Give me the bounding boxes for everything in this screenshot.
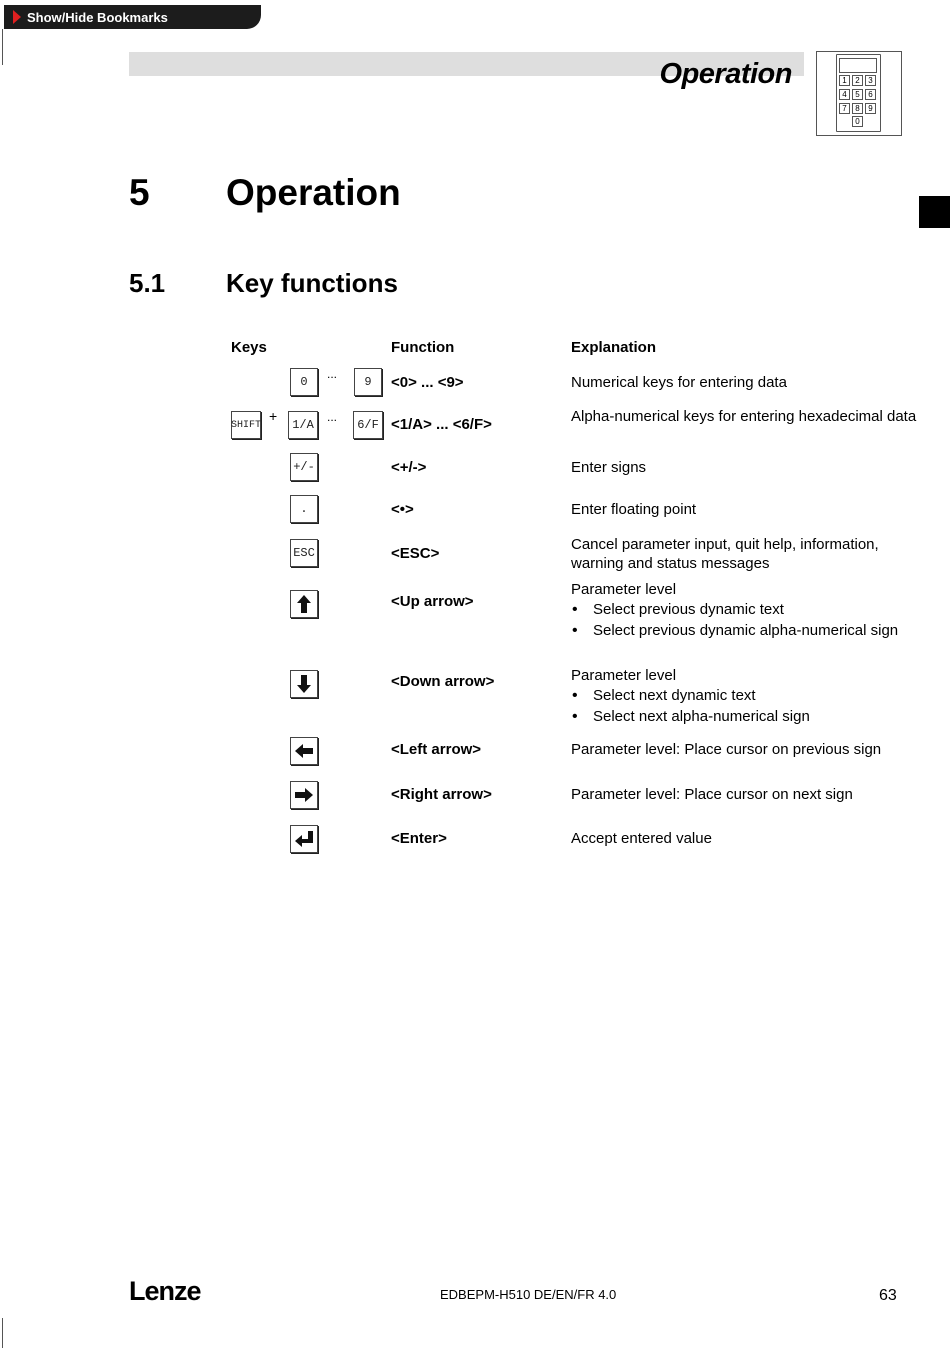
explanation-text: Accept entered value (571, 830, 712, 847)
function-label: <Right arrow> (391, 786, 492, 803)
chapter-thumb-tab (919, 196, 950, 228)
range-dots: ... (327, 367, 338, 381)
function-label: <1/A> ... <6/F> (391, 416, 492, 433)
lenze-logo: Lenze (129, 1276, 201, 1306)
key-shift: SHIFT (231, 411, 261, 439)
explanation-line: warning and status messages (571, 555, 770, 572)
explanation-text (571, 666, 810, 726)
bullet-item: • Select previous dynamic text (571, 600, 898, 619)
function-label: <Left arrow> (391, 741, 482, 758)
function-label: <Enter> (391, 830, 447, 847)
header-title: Operation (659, 58, 792, 90)
down-arrow-icon (290, 670, 318, 698)
explanation-text (571, 580, 898, 640)
show-hide-bookmarks-button[interactable] (4, 5, 261, 29)
section-number: 5.1 (129, 268, 166, 298)
explanation-text: Enter signs (571, 459, 647, 476)
function-label: <+/-> (391, 459, 427, 476)
right-arrow-icon (290, 781, 318, 809)
keypad-key: 6 (865, 89, 876, 100)
section-title: Key functions (226, 268, 398, 298)
left-margin-rule (2, 29, 3, 65)
key-1a: 1/A (288, 411, 318, 439)
column-header-keys: Keys (231, 339, 267, 356)
function-label: <Down arrow> (391, 673, 495, 690)
explanation-line: Cancel parameter input, quit help, information, (571, 536, 879, 553)
key-plus-minus: +/- (290, 453, 318, 481)
key-decimal-point: . (290, 495, 318, 523)
column-header-function: Function (391, 339, 455, 356)
function-label: <0> ... <9> (391, 374, 464, 391)
function-label: <•> (391, 501, 414, 518)
up-arrow-icon (290, 590, 318, 618)
explanation-text: Parameter level: Place cursor on previous sign (571, 741, 882, 758)
keypad-display (839, 58, 877, 73)
keypad-key: 8 (852, 103, 863, 114)
page-number: 63 (879, 1287, 897, 1304)
explanation-text (571, 535, 879, 573)
column-header-explanation: Explanation (571, 339, 657, 356)
enter-icon (290, 825, 318, 853)
bookmark-triangle-icon (13, 10, 21, 24)
range-dots: ... (327, 410, 338, 424)
chapter-number: 5 (129, 172, 150, 213)
bullet-item: • Select previous dynamic alpha-numerical sign (571, 621, 898, 640)
explanation-text: Parameter level: Place cursor on next sign (571, 786, 853, 803)
key-9: 9 (354, 368, 382, 396)
function-label: <Up arrow> (391, 593, 474, 610)
keypad-key: 9 (865, 103, 876, 114)
key-esc: ESC (290, 539, 318, 567)
keypad-key: 4 (839, 89, 850, 100)
left-margin-rule-bottom (2, 1318, 3, 1348)
left-arrow-icon (290, 737, 318, 765)
explanation-title: Parameter level (571, 667, 677, 684)
keypad-key: 5 (852, 89, 863, 100)
key-6f: 6/F (353, 411, 383, 439)
explanation-title: Parameter level (571, 581, 677, 598)
keypad-key: 0 (852, 116, 863, 127)
keypad-key: 2 (852, 75, 863, 86)
document-id: EDBEPM-H510 DE/EN/FR 4.0 (440, 1287, 617, 1302)
bullet-item: • Select next dynamic text (571, 686, 810, 705)
function-label: <ESC> (391, 545, 440, 562)
explanation-text: Numerical keys for entering data (571, 374, 787, 391)
chapter-title: Operation (226, 172, 401, 213)
keypad-key: 7 (839, 103, 850, 114)
explanation-text: Alpha-numerical keys for entering hexadecimal data (571, 408, 917, 425)
keypad-key: 3 (865, 75, 876, 86)
keypad-key: 1 (839, 75, 850, 86)
explanation-text: Enter floating point (571, 501, 697, 518)
bookmark-button-label: Show/Hide Bookmarks (27, 9, 168, 25)
bullet-item: • Select next alpha-numerical sign (571, 707, 810, 726)
plus-sign: + (269, 408, 278, 424)
key-0: 0 (290, 368, 318, 396)
